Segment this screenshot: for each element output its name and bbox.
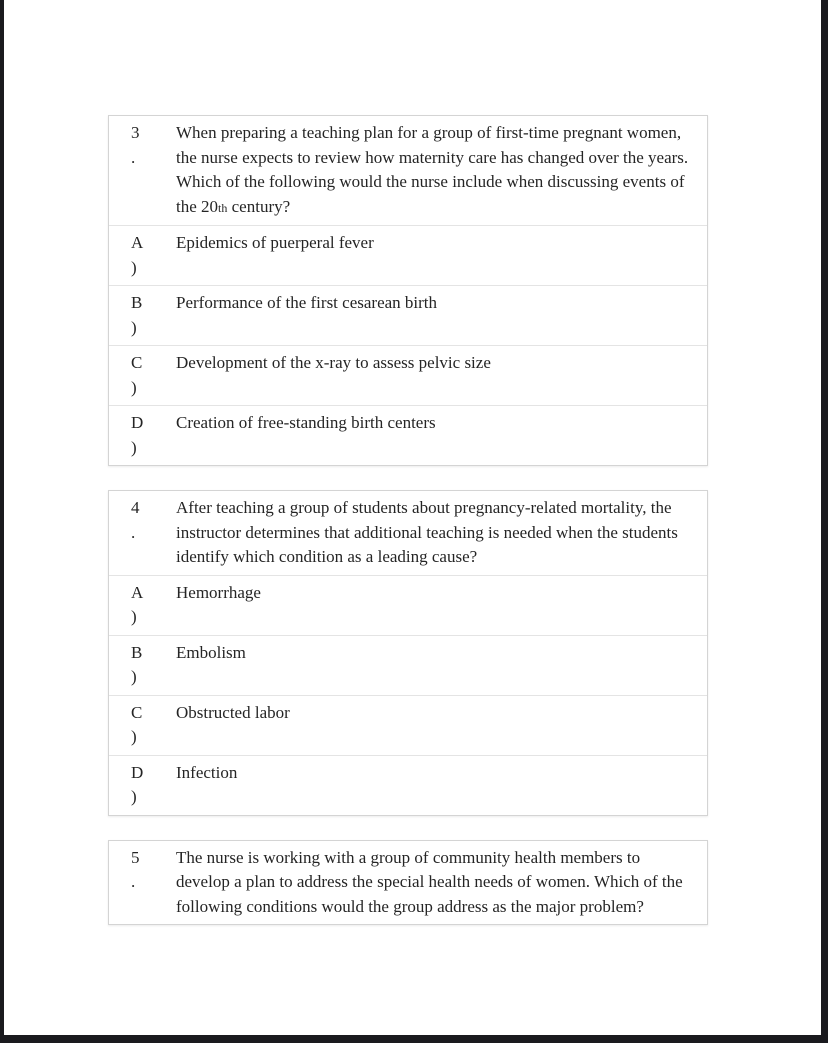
question-number-dot: . (131, 147, 136, 167)
option-label (109, 346, 176, 405)
option-letter: D (131, 413, 144, 432)
option-text: Embolism (176, 642, 246, 662)
option-letter: C (131, 702, 143, 722)
question-4-option-c (109, 695, 707, 755)
question-number-digit: 3 (131, 123, 140, 142)
option-paren: ) (131, 787, 137, 806)
question-5-row (109, 841, 707, 925)
question-4-option-a (109, 575, 707, 635)
option-label (109, 406, 176, 465)
question-4-block (108, 490, 708, 816)
question-3-number (109, 116, 176, 225)
question-3-text (176, 116, 707, 225)
option-label (109, 636, 176, 695)
bottom-edge-bar (0, 1035, 828, 1043)
option-letter: A (131, 233, 144, 252)
option-paren: ) (131, 727, 137, 746)
option-letter: A (131, 582, 144, 602)
question-text-tail: century? (227, 196, 291, 216)
left-edge-bar (0, 0, 4, 1043)
option-paren: ) (131, 437, 137, 457)
option-paren: ) (131, 257, 137, 277)
option-text: Creation of free-standing birth centers (176, 413, 436, 432)
option-text: Hemorrhage (176, 582, 261, 602)
question-5-number (109, 841, 176, 925)
option-paren: ) (131, 377, 137, 397)
option-text: Performance of the first cesarean birth (176, 293, 438, 312)
option-label (109, 696, 176, 755)
question-4-option-d (109, 755, 707, 815)
question-4-number (109, 491, 176, 575)
question-text-main: When preparing a teaching plan for a group of first-time pregnant women, the nurse expects to review how maternity care has changed over the years. Which of the following would the nurse include when discussing events of the 20 (176, 123, 689, 216)
right-edge-bar (821, 0, 828, 1043)
question-number-dot: . (131, 522, 136, 542)
question-3-row (109, 116, 707, 225)
option-letter: B (131, 293, 143, 312)
option-label (109, 576, 176, 635)
option-paren: ) (131, 607, 137, 626)
question-number-dot: . (131, 872, 136, 891)
document-page (108, 115, 708, 949)
question-3-option-d (109, 405, 707, 465)
question-5-block (108, 840, 708, 926)
option-label (109, 226, 176, 285)
question-number-digit: 4 (131, 498, 140, 517)
question-4-option-b (109, 635, 707, 695)
question-3-option-a (109, 225, 707, 285)
question-4-text: After teaching a group of students about pregnancy-related mortality, the instructor determines that additional teaching is needed when the students identify which condition as a leading cause? (176, 498, 678, 566)
question-3-block (108, 115, 708, 466)
question-4-row (109, 491, 707, 575)
option-text: Development of the x-ray to assess pelvic size (176, 353, 491, 372)
question-number-digit: 5 (131, 847, 140, 867)
option-paren: ) (131, 667, 137, 686)
option-label (109, 286, 176, 345)
option-letter: C (131, 353, 143, 372)
option-text: Epidemics of puerperal fever (176, 233, 374, 252)
question-text-ordinal: th (218, 200, 228, 215)
question-3-option-c (109, 345, 707, 405)
option-text: Infection (176, 762, 238, 782)
option-paren: ) (131, 317, 137, 337)
question-5-text: The nurse is working with a group of community health members to develop a plan to address the special health needs of women. Which of the following conditions would the group address as the major problem? (176, 847, 683, 916)
option-letter: B (131, 642, 143, 662)
option-letter: D (131, 762, 144, 782)
option-text: Obstructed labor (176, 702, 290, 722)
question-3-option-b (109, 285, 707, 345)
option-label (109, 756, 176, 815)
